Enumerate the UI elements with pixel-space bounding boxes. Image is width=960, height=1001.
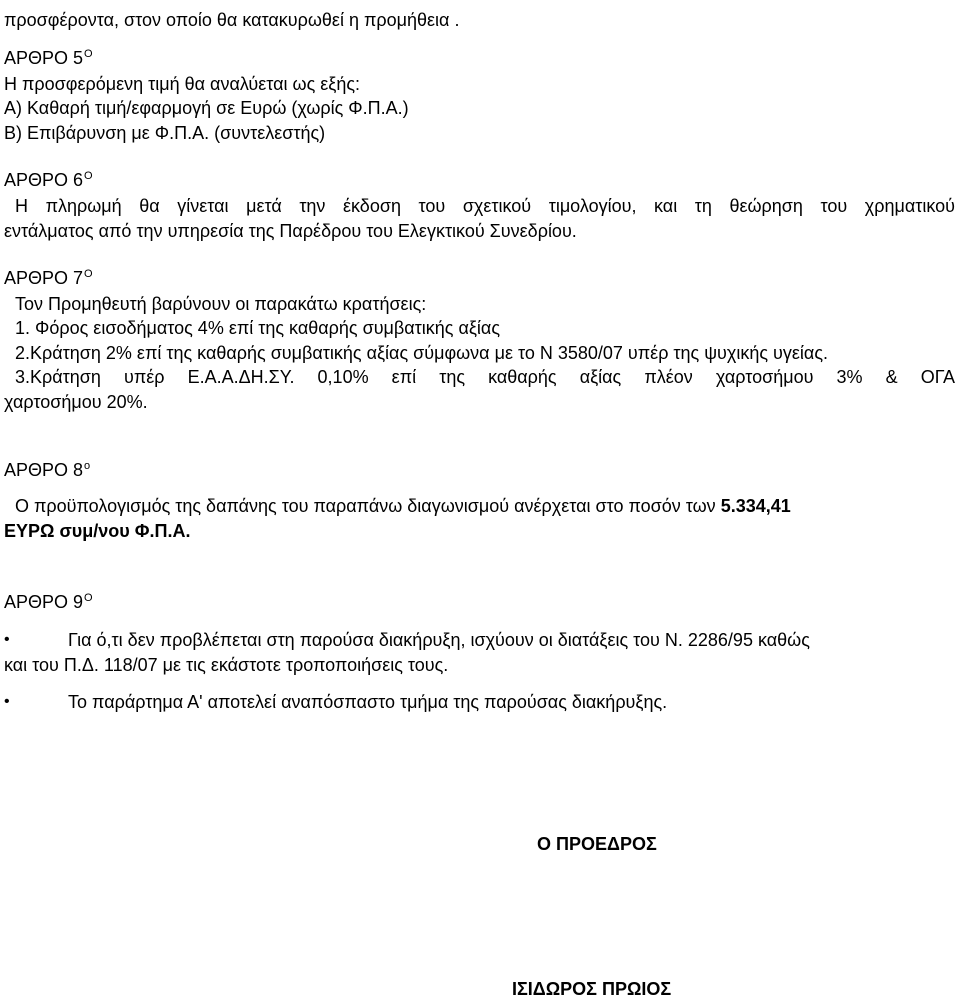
word: του [820, 196, 848, 216]
article-8-heading [4, 458, 90, 482]
word: γίνεται [177, 196, 229, 216]
article-7-line-5: χαρτοσήμου 20%. [4, 392, 148, 412]
article-7-line-4 [15, 365, 955, 389]
word: επί [391, 367, 417, 387]
article-6-line-2: εντάλματος από την υπηρεσία της Παρέδρου του Ελεγκτικού Συνεδρίου. [4, 221, 577, 241]
article-9-item-2: Το παράρτημα Α' αποτελεί αναπόσπαστο τμήμα της παρούσας διακήρυξης. [68, 692, 668, 712]
budget-text: Ο προϋπολογισμός της δαπάνης του παραπάνω διαγωνισμού ανέρχεται στο ποσόν των [15, 496, 721, 516]
word: 3% [836, 367, 863, 387]
article-8-title: ΑΡΘΡΟ 8 [4, 460, 84, 480]
article-5-ordinal: Ο [84, 48, 93, 60]
article-9-item-1-line-1: Για ό,τι δεν προβλέπεται στη παρούσα διακήρυξη, ισχύουν οι διατάξεις του Ν. 2286/95 καθώς [68, 630, 810, 650]
word: πλέον [644, 367, 693, 387]
word: πληρωμή [45, 196, 122, 216]
article-9-item-1-line-2: και του Π.Δ. 118/07 με τις εκάστοτε τροποποιήσεις τους. [4, 655, 449, 675]
article-5-line-3: Β) Επιβάρυνση με Φ.Π.Α. (συντελεστής) [4, 123, 326, 143]
budget-amount: 5.334,41 [720, 496, 791, 516]
word: Ε.Α.Α.ΔΗ.ΣΥ. [187, 367, 295, 387]
signature-role-text: Ο ΠΡΟΕΔΡΟΣ [537, 834, 657, 854]
word: 3.Κράτηση [15, 367, 101, 387]
article-6-line-1 [15, 194, 955, 218]
word: του [418, 196, 446, 216]
word: χρηματικού [864, 196, 955, 216]
word: μετά [246, 196, 282, 216]
article-6-heading [4, 168, 93, 192]
word: θα [139, 196, 160, 216]
article-7-line-1: Τον Προμηθευτή βαρύνουν οι παρακάτω κρατήσεις: [15, 294, 427, 314]
word: έκδοση [343, 196, 401, 216]
article-5-title: ΑΡΘΡΟ 5 [4, 48, 84, 68]
article-8-line-2: ΕΥΡΩ συμ/νου Φ.Π.Α. [4, 521, 191, 541]
word: Η [15, 196, 28, 216]
word: αξίας [579, 367, 622, 387]
word: τιμολογίου, [548, 196, 637, 216]
word: την [299, 196, 326, 216]
article-9-title: ΑΡΘΡΟ 9 [4, 592, 84, 612]
article-8-line-1 [15, 494, 791, 518]
word: 0,10% [317, 367, 369, 387]
article-5-heading [4, 46, 93, 70]
signature-role [537, 832, 657, 856]
article-8-ordinal: ο [84, 460, 91, 472]
word: & [885, 367, 898, 387]
word: σχετικού [462, 196, 532, 216]
article-7-line-3: 2.Κράτηση 2% επί της καθαρής συμβατικής αξίας σύμφωνα με το Ν 3580/07 υπέρ της ψυχικής υγείας. [15, 343, 828, 363]
word: και [654, 196, 678, 216]
article-9-heading [4, 590, 93, 614]
word: της [439, 367, 465, 387]
word: καθαρής [488, 367, 557, 387]
intro-line: προσφέροντα, στον οποίο θα κατακυρωθεί η προμήθεια . [4, 10, 460, 30]
article-9-ordinal: Ο [84, 592, 93, 604]
article-7-line-2: 1. Φόρος εισοδήματος 4% επί της καθαρής συμβατικής αξίας [15, 318, 501, 338]
article-6-ordinal: Ο [84, 170, 93, 182]
word: χαρτοσήμου [715, 367, 814, 387]
word: ΟΓΑ [920, 367, 955, 387]
bullet-icon: • [4, 631, 10, 648]
article-6-title: ΑΡΘΡΟ 6 [4, 170, 84, 190]
bullet-icon: • [4, 693, 10, 710]
article-5-line-1: Η προσφερόμενη τιμή θα αναλύεται ως εξής: [4, 74, 361, 94]
article-7-title: ΑΡΘΡΟ 7 [4, 268, 84, 288]
article-5-line-2: Α) Καθαρή τιμή/εφαρμογή σε Ευρώ (χωρίς Φ.Π.Α.) [4, 98, 409, 118]
word: υπέρ [123, 367, 165, 387]
signature-name: ΙΣΙΔΩΡΟΣ ΠΡΩΙΟΣ [512, 979, 672, 999]
word: τη [694, 196, 712, 216]
word: θεώρηση [729, 196, 803, 216]
article-7-heading [4, 266, 93, 290]
article-7-ordinal: Ο [84, 268, 93, 280]
